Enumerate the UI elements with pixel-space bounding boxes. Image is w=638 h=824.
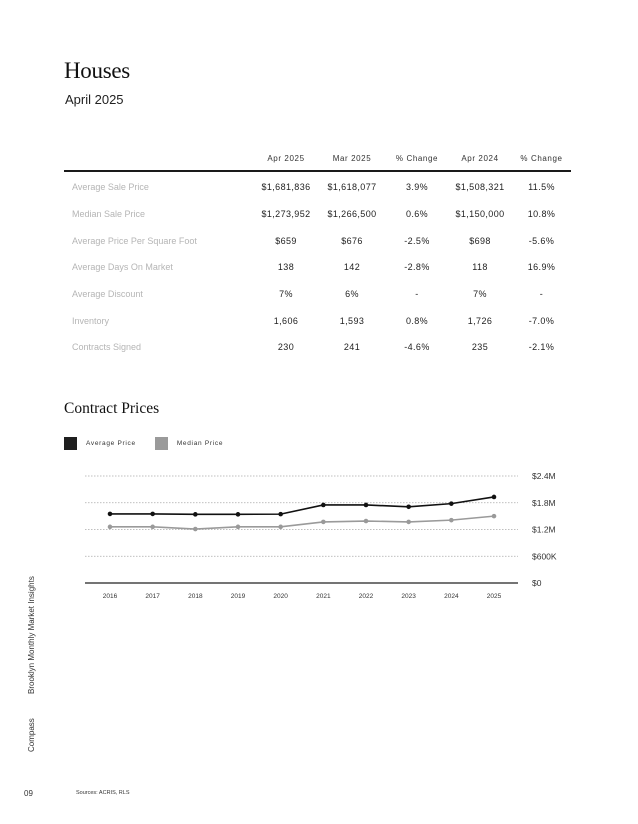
row-label: Average Discount — [72, 289, 143, 300]
table-row — [64, 334, 571, 361]
median-price-point — [193, 527, 198, 532]
y-tick-label: $2.4M — [532, 471, 556, 481]
average-price-point — [193, 512, 198, 517]
column-header-label — [64, 146, 254, 171]
side-brand: Compass — [27, 718, 36, 752]
table-cell: $1,266,500 — [327, 209, 377, 220]
legend-label-median: Median Price — [176, 440, 224, 447]
median-price-point — [278, 525, 283, 530]
chart-title: Contract Prices — [64, 400, 160, 417]
row-label: Contracts Signed — [72, 342, 142, 353]
side-publication-title: Brooklyn Monthly Market Insights — [27, 576, 36, 694]
page-number: 09 — [24, 789, 33, 798]
x-tick-label: 2023 — [401, 593, 416, 600]
page-title: Houses — [64, 58, 130, 83]
median-price-point — [449, 518, 454, 523]
table-cell: -2.8% — [404, 262, 430, 273]
y-tick-label: $0 — [532, 578, 542, 588]
column-header: Apr 2024 — [448, 146, 512, 171]
table-cell: 1,606 — [273, 315, 299, 326]
contract-prices-chart — [0, 460, 638, 610]
row-label: Median Sale Price — [72, 209, 146, 220]
average-price-point — [364, 503, 369, 508]
table-header-row — [64, 146, 571, 171]
legend-item-median — [155, 437, 223, 450]
table-cell: 138 — [277, 262, 295, 273]
column-header: % Change — [386, 146, 448, 171]
median-price-point — [406, 520, 411, 525]
table-cell: 7% — [279, 289, 293, 300]
table-cell: $1,150,000 — [455, 209, 505, 220]
median-price-point — [321, 520, 326, 525]
x-tick-label: 2018 — [188, 593, 203, 600]
table-cell: - — [539, 289, 544, 300]
legend-label-average: Average Price — [86, 440, 136, 447]
table-cell: 1,593 — [339, 315, 365, 326]
average-price-point — [321, 503, 326, 508]
x-tick-label: 2021 — [316, 593, 331, 600]
legend-swatch-median — [155, 437, 168, 450]
legend-item-average — [64, 437, 136, 450]
x-tick-label: 2025 — [486, 593, 502, 600]
table-row — [64, 281, 571, 308]
table-cell: 241 — [343, 342, 361, 353]
table-cell: 3.9% — [405, 182, 429, 193]
x-tick-label: 2024 — [444, 593, 459, 600]
chart-legend — [64, 437, 242, 450]
table-cell: $1,681,836 — [261, 182, 311, 193]
table-row — [64, 171, 571, 201]
table-cell: - — [415, 289, 419, 300]
legend-swatch-average — [64, 437, 77, 450]
average-price-point — [150, 512, 155, 517]
table-cell: $698 — [469, 235, 491, 246]
median-price-point — [492, 514, 497, 519]
x-tick-label: 2022 — [358, 593, 374, 600]
row-label: Average Days On Market — [72, 262, 173, 273]
x-tick-label: 2016 — [102, 593, 118, 600]
table-cell: -5.6% — [528, 235, 555, 246]
sources-note: Sources: ACRIS, RLS — [76, 790, 130, 796]
table-cell: 235 — [471, 342, 489, 353]
average-price-point — [278, 512, 283, 517]
table-row — [64, 307, 571, 334]
median-price-point — [150, 525, 155, 530]
column-header: % Change — [512, 146, 571, 171]
stats-table — [64, 146, 571, 361]
row-label: Inventory — [72, 315, 110, 326]
table-row — [64, 227, 571, 254]
table-cell: $1,618,077 — [327, 182, 377, 193]
average-price-point — [492, 495, 497, 500]
y-tick-label: $1.2M — [532, 524, 556, 535]
table-cell: 16.9% — [527, 262, 556, 273]
median-price-line — [110, 516, 494, 529]
x-tick-label: 2017 — [145, 593, 160, 600]
median-price-point — [364, 519, 369, 524]
page-subtitle: April 2025 — [65, 92, 124, 107]
average-price-point — [236, 512, 241, 517]
table-cell: -2.1% — [528, 342, 555, 353]
row-label: Average Price Per Square Foot — [72, 235, 197, 246]
table-cell: $659 — [275, 235, 297, 246]
table-cell: 10.8% — [527, 209, 556, 220]
table-cell: -4.6% — [404, 342, 430, 353]
table-cell: 142 — [343, 262, 361, 273]
table-cell: 230 — [277, 342, 295, 353]
column-header: Mar 2025 — [318, 146, 386, 171]
x-tick-label: 2019 — [230, 593, 246, 600]
median-price-point — [236, 525, 241, 530]
table-cell: 7% — [473, 289, 487, 300]
table-cell: -2.5% — [404, 235, 430, 246]
average-price-point — [449, 501, 454, 506]
table-cell: 1,726 — [467, 315, 493, 326]
table-cell: $676 — [341, 235, 363, 246]
table-row — [64, 201, 571, 228]
table-cell: $1,508,321 — [455, 182, 505, 193]
table-cell: 11.5% — [528, 182, 555, 193]
x-tick-label: 2020 — [273, 593, 288, 600]
table-cell: 6% — [345, 289, 359, 300]
column-header: Apr 2025 — [254, 146, 318, 171]
y-tick-label: $1.8M — [532, 497, 556, 508]
average-price-line — [110, 497, 494, 514]
table-cell: $1,273,952 — [261, 209, 311, 220]
y-tick-label: $600K — [532, 551, 557, 562]
table-cell: 0.8% — [405, 315, 429, 326]
average-price-point — [406, 504, 411, 509]
table-cell: 118 — [472, 262, 488, 273]
table-cell: 0.6% — [405, 209, 429, 220]
row-label: Average Sale Price — [72, 182, 149, 193]
average-price-point — [108, 512, 113, 517]
table-row — [64, 254, 571, 281]
table-cell: -7.0% — [528, 315, 555, 326]
median-price-point — [108, 525, 113, 530]
